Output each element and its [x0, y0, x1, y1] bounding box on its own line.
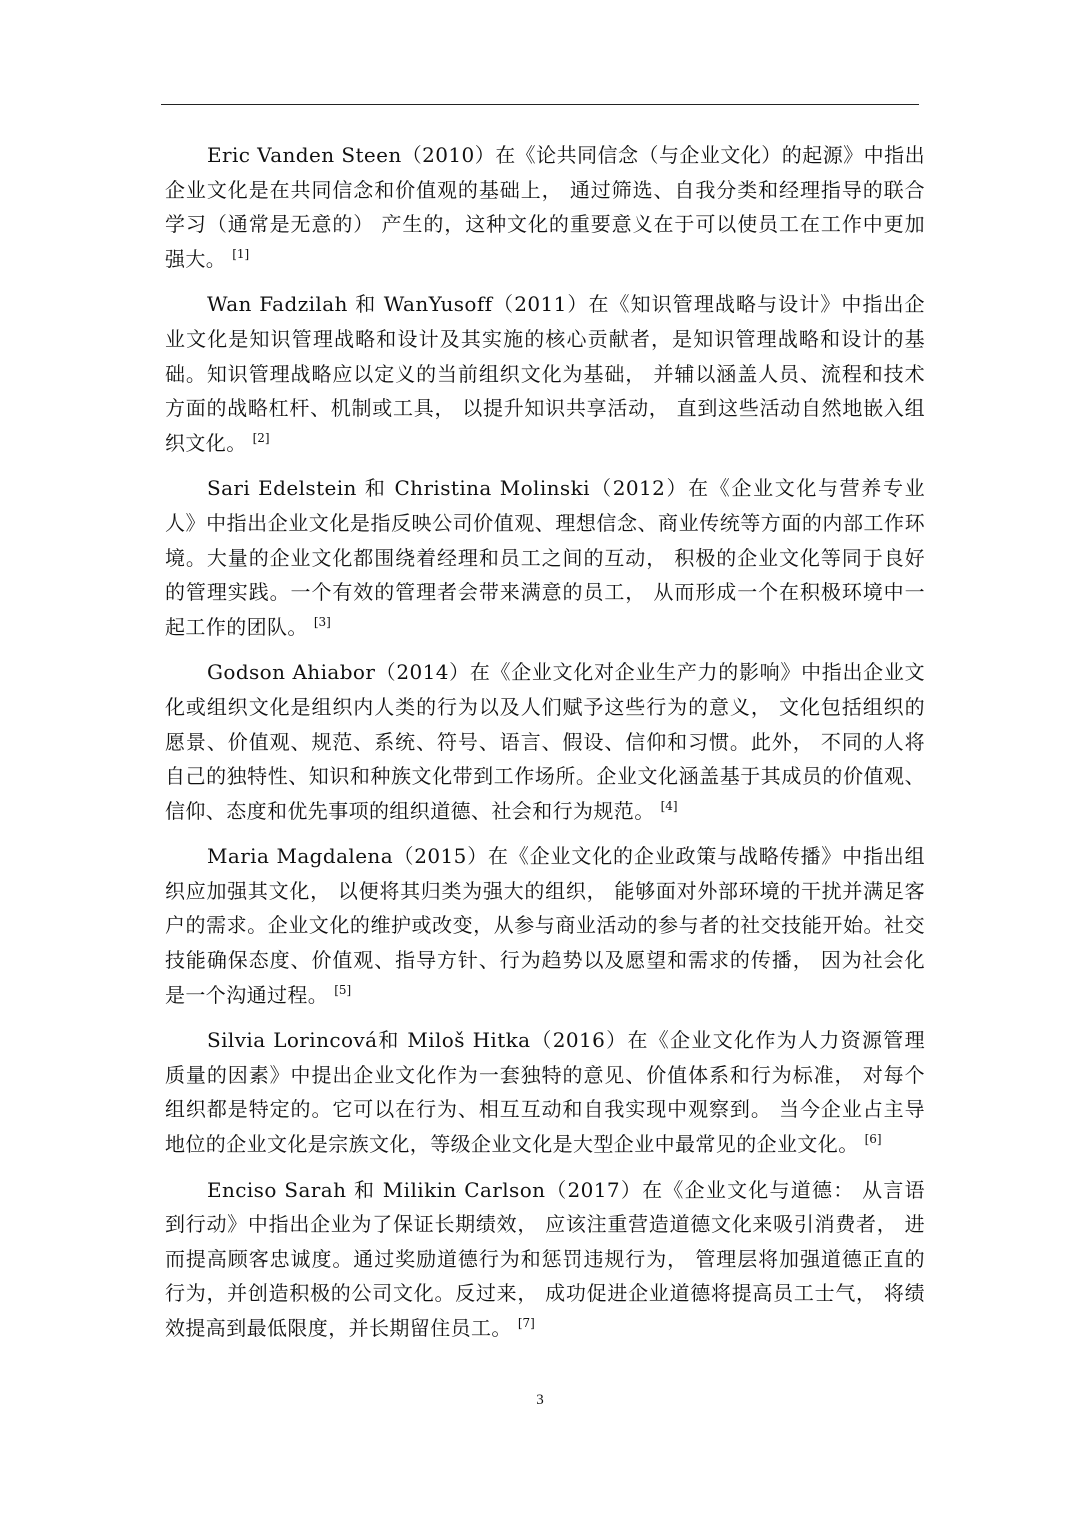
citation-marker: [3] [313, 614, 331, 629]
citation-marker: [6] [864, 1132, 882, 1147]
citation-marker: [5] [334, 982, 352, 997]
citation-marker: [2] [252, 430, 270, 445]
paragraph-text: Sari Edelstein 和 Christina Molinski（2012）在《企业文化与营养专业人》中指出企业文化是指反映公司价值观、理想信念、商业传统等方面的内部工作环境。大量的企业文化都围绕着经理和员工之间的互动， 积极的企业文化等同于良好的管理实践。一个有效的管理者会带来满意的员工， 从而形成一个在积极环境中一起工作的团队。 [165, 476, 925, 639]
paragraph [165, 655, 925, 828]
paragraph-text: Silvia Lorincová和 Miloš Hitka（2016）在《企业文化作为人力资源管理质量的因素》中提出企业文化作为一套独特的意见、价值体系和行为标准， 对每个组织都是特定的。它可以在行为、相互互动和自我实现中观察到。 当今企业占主导地位的企业文化是宗族文化，等级企业文化是大型企业中最常见的企业文化。 [165, 1028, 925, 1157]
paragraph-text: Enciso Sarah 和 Milikin Carlson（2017）在《企业文化与道德： 从言语到行动》中指出企业为了保证长期绩效， 应该注重营造道德文化来吸引消费者， 进而提高顾客忠诚度。通过奖励道德行为和惩罚违规行为， 管理层将加强道德正直的行为，并创造积极的公司文化。反过来， 成功促进企业道德将提高员工士气， 将绩效提高到最低限度，并长期留住员工。 [165, 1177, 925, 1340]
paragraph [165, 1023, 925, 1161]
paragraph-text: Maria Magdalena（2015）在《企业文化的企业政策与战略传播》中指出组织应加强其文化， 以便将其归类为强大的组织， 能够面对外部环境的干扰并满足客户的需求。企业文化的维护或改变，从参与商业活动的参与者的社交技能开始。社交技能确保态度、价值观、指导方针、行为趋势以及愿望和需求的传播， 因为社会化是一个沟通过程。 [165, 844, 925, 1007]
paragraph-text: Wan Fadzilah 和 WanYusoff（2011）在《知识管理战略与设计》中指出企业文化是知识管理战略和设计及其实施的核心贡献者，是知识管理战略和设计的基础。知识管理战略应以定义的当前组织文化为基础， 并辅以涵盖人员、流程和技术方面的战略杠杆、机制或工具， 以提升知识共享活动， 直到这些活动自然地嵌入组织文化。 [165, 292, 925, 455]
body-text [165, 138, 925, 1357]
header-rule [161, 104, 919, 105]
citation-marker: [7] [517, 1316, 535, 1330]
citation-marker: [4] [660, 798, 678, 813]
page-number: 3 [536, 1392, 544, 1408]
paragraph [165, 1173, 925, 1346]
paragraph-text: Godson Ahiabor（2014）在《企业文化对企业生产力的影响》中指出企业文化或组织文化是组织内人类的行为以及人们赋予这些行为的意义， 文化包括组织的愿景、价值观、规范、系统、符号、语言、假设、信仰和习惯。此外， 不同的人将自己的独特性、知识和种族文化带到工作场所。企业文化涵盖基于其成员的价值观、信仰、态度和优先事项的组织道德、社会和行为规范。 [165, 660, 925, 823]
paragraph-text: Eric Vanden Steen（2010）在《论共同信念（与企业文化）的起源》中指出企业文化是在共同信念和价值观的基础上， 通过筛选、自我分类和经理指导的联合学习（通常是无意的） 产生的，这种文化的重要意义在于可以使员工在工作中更加强大。 [165, 143, 925, 271]
paragraph [165, 471, 925, 644]
citation-marker: [1] [232, 246, 250, 261]
paragraph [165, 287, 925, 460]
paragraph [165, 138, 925, 276]
paragraph [165, 839, 925, 1012]
